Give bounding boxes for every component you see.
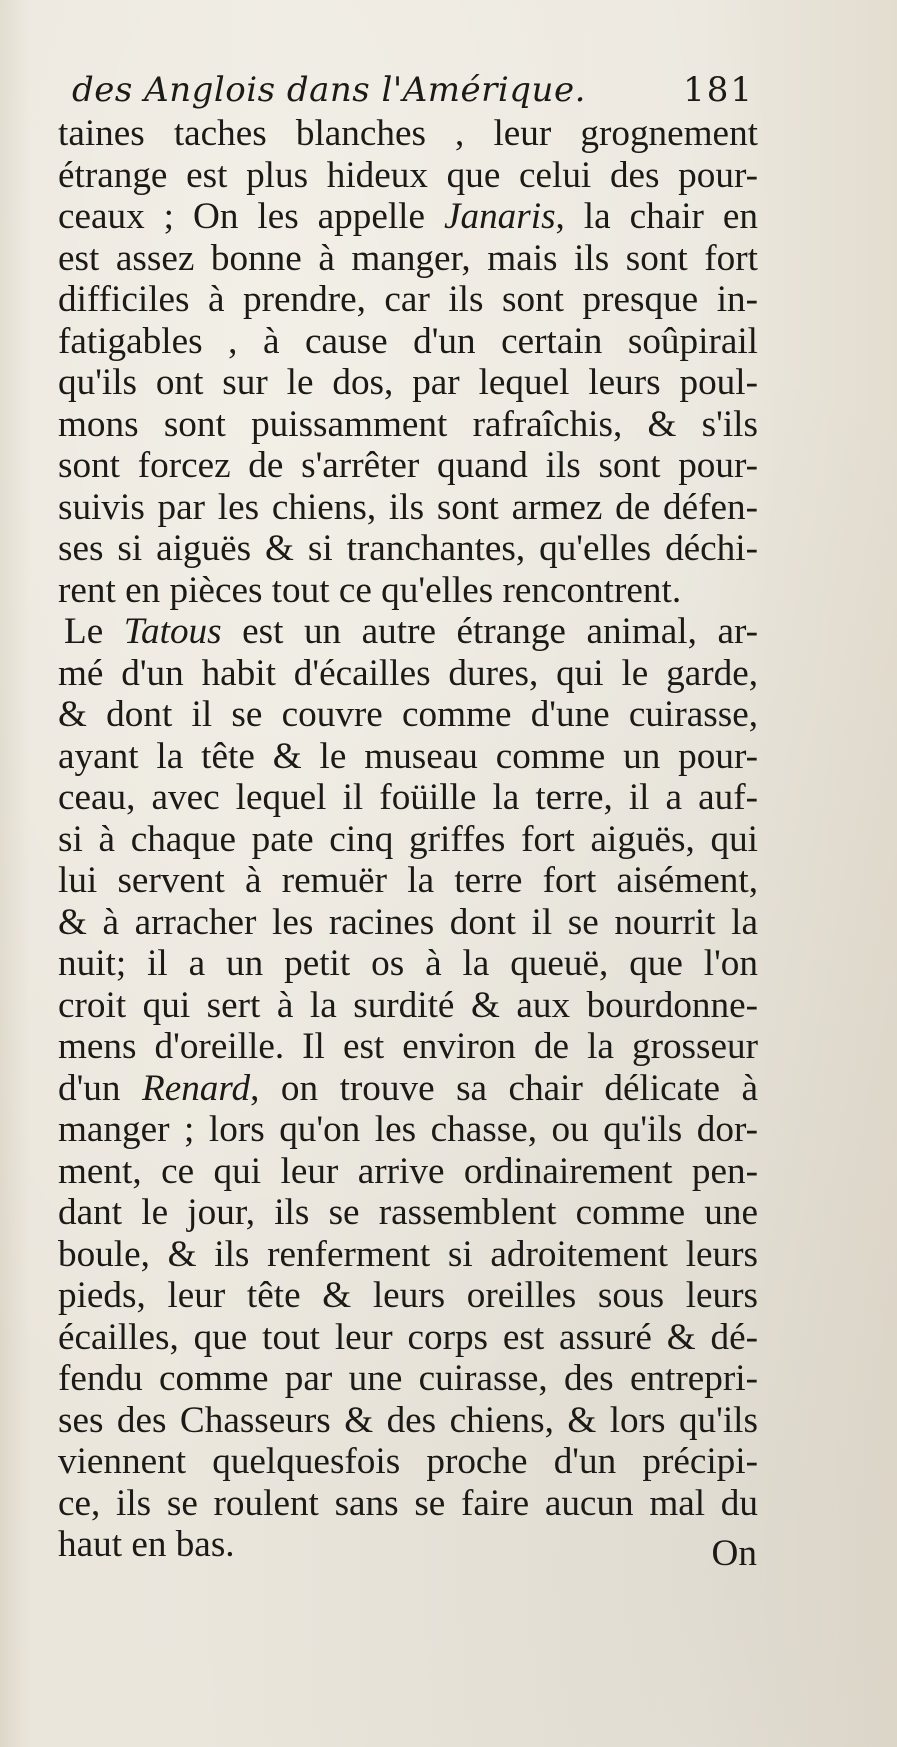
text-line: difficiles à prendre, car ils sont presque in- bbox=[58, 279, 758, 320]
text-line: boule, & ils renferment si adroitement leurs bbox=[58, 1233, 758, 1275]
text-line: sont forcez de s'arrêter quand ils sont pour- bbox=[58, 445, 758, 486]
text-line: & à arracher les racines dont il se nourrit la bbox=[58, 901, 758, 943]
text-line: dant le jour, ils se rassemblent comme une bbox=[58, 1192, 758, 1233]
text-line: ment, ce qui leur arrive ordinairement pen- bbox=[58, 1150, 758, 1192]
text-line: rent en pièces tout ce qu'elles rencontrent. bbox=[58, 569, 682, 611]
text-line: ses si aiguës & si tranchantes, qu'elles déchi- bbox=[58, 528, 758, 569]
text-line: croit qui sert à la surdité & aux bourdonne- bbox=[58, 984, 758, 1026]
text-line: fendu comme par une cuirasse, des entrepri- bbox=[58, 1358, 758, 1399]
text-line: viennent quelquesfois proche d'un précipi- bbox=[58, 1441, 758, 1482]
text-line: taines taches blanches , leur grognement bbox=[58, 113, 758, 154]
text-line: ceaux ; On les appelle Janaris, la chair en bbox=[58, 196, 758, 237]
text-line: haut en bas. bbox=[58, 1524, 235, 1565]
text-line: écailles, que tout leur corps est assuré & dé- bbox=[58, 1316, 758, 1358]
text-line: ayant la tête & le museau comme un pour- bbox=[58, 735, 758, 777]
text-line: étrange est plus hideux que celui des pour- bbox=[58, 154, 758, 196]
janaris-word: Janaris bbox=[443, 196, 556, 237]
text-line: fatigables , à cause d'un certain soûpirail bbox=[58, 320, 758, 362]
text-line: ses des Chasseurs & des chiens, & lors qu'ils bbox=[58, 1399, 758, 1441]
text-line: ce, ils se roulent sans se faire aucun mal du bbox=[58, 1482, 758, 1524]
text-line: nuit; il a un petit os à la queuë, que l'on bbox=[58, 943, 758, 984]
text-line: si à chaque pate cinq griffes fort aiguës, qui bbox=[58, 818, 758, 860]
text-line: mé d'un habit d'écailles dures, qui le garde, bbox=[58, 652, 758, 694]
text-line: suivis par les chiens, ils sont armez de défen- bbox=[58, 486, 758, 528]
text-line: d'un Renard, on trouve sa chair délicate à bbox=[58, 1067, 758, 1109]
running-head: des Anglois dans l'Amérique. bbox=[72, 70, 586, 110]
body-text bbox=[58, 113, 758, 1566]
text-line: qu'ils ont sur le dos, par lequel leurs poul- bbox=[58, 362, 758, 403]
catchword: On bbox=[711, 1533, 757, 1574]
text-line: est assez bonne à manger, mais ils sont fort bbox=[58, 237, 758, 279]
text-line: Le Tatous est un autre étrange animal, ar- bbox=[64, 611, 758, 652]
renard-word: Renard bbox=[141, 1067, 251, 1109]
tatous-word: Tatous bbox=[123, 611, 222, 652]
text-line: lui servent à remuër la terre fort aisément, bbox=[58, 860, 758, 901]
page-number: 181 bbox=[683, 70, 754, 110]
text-line: manger ; lors qu'on les chasse, ou qu'ils dor- bbox=[58, 1109, 758, 1150]
text-line: ceau, avec lequel il foüille la terre, il a auf- bbox=[58, 777, 758, 818]
text-line: pieds, leur tête & leurs oreilles sous leurs bbox=[58, 1275, 758, 1316]
text-line: mons sont puissamment rafraîchis, & s'ils bbox=[58, 403, 758, 445]
text-line: mens d'oreille. Il est environ de la grosseur bbox=[58, 1026, 758, 1067]
text-line: & dont il se couvre comme d'une cuirasse, bbox=[58, 694, 758, 735]
